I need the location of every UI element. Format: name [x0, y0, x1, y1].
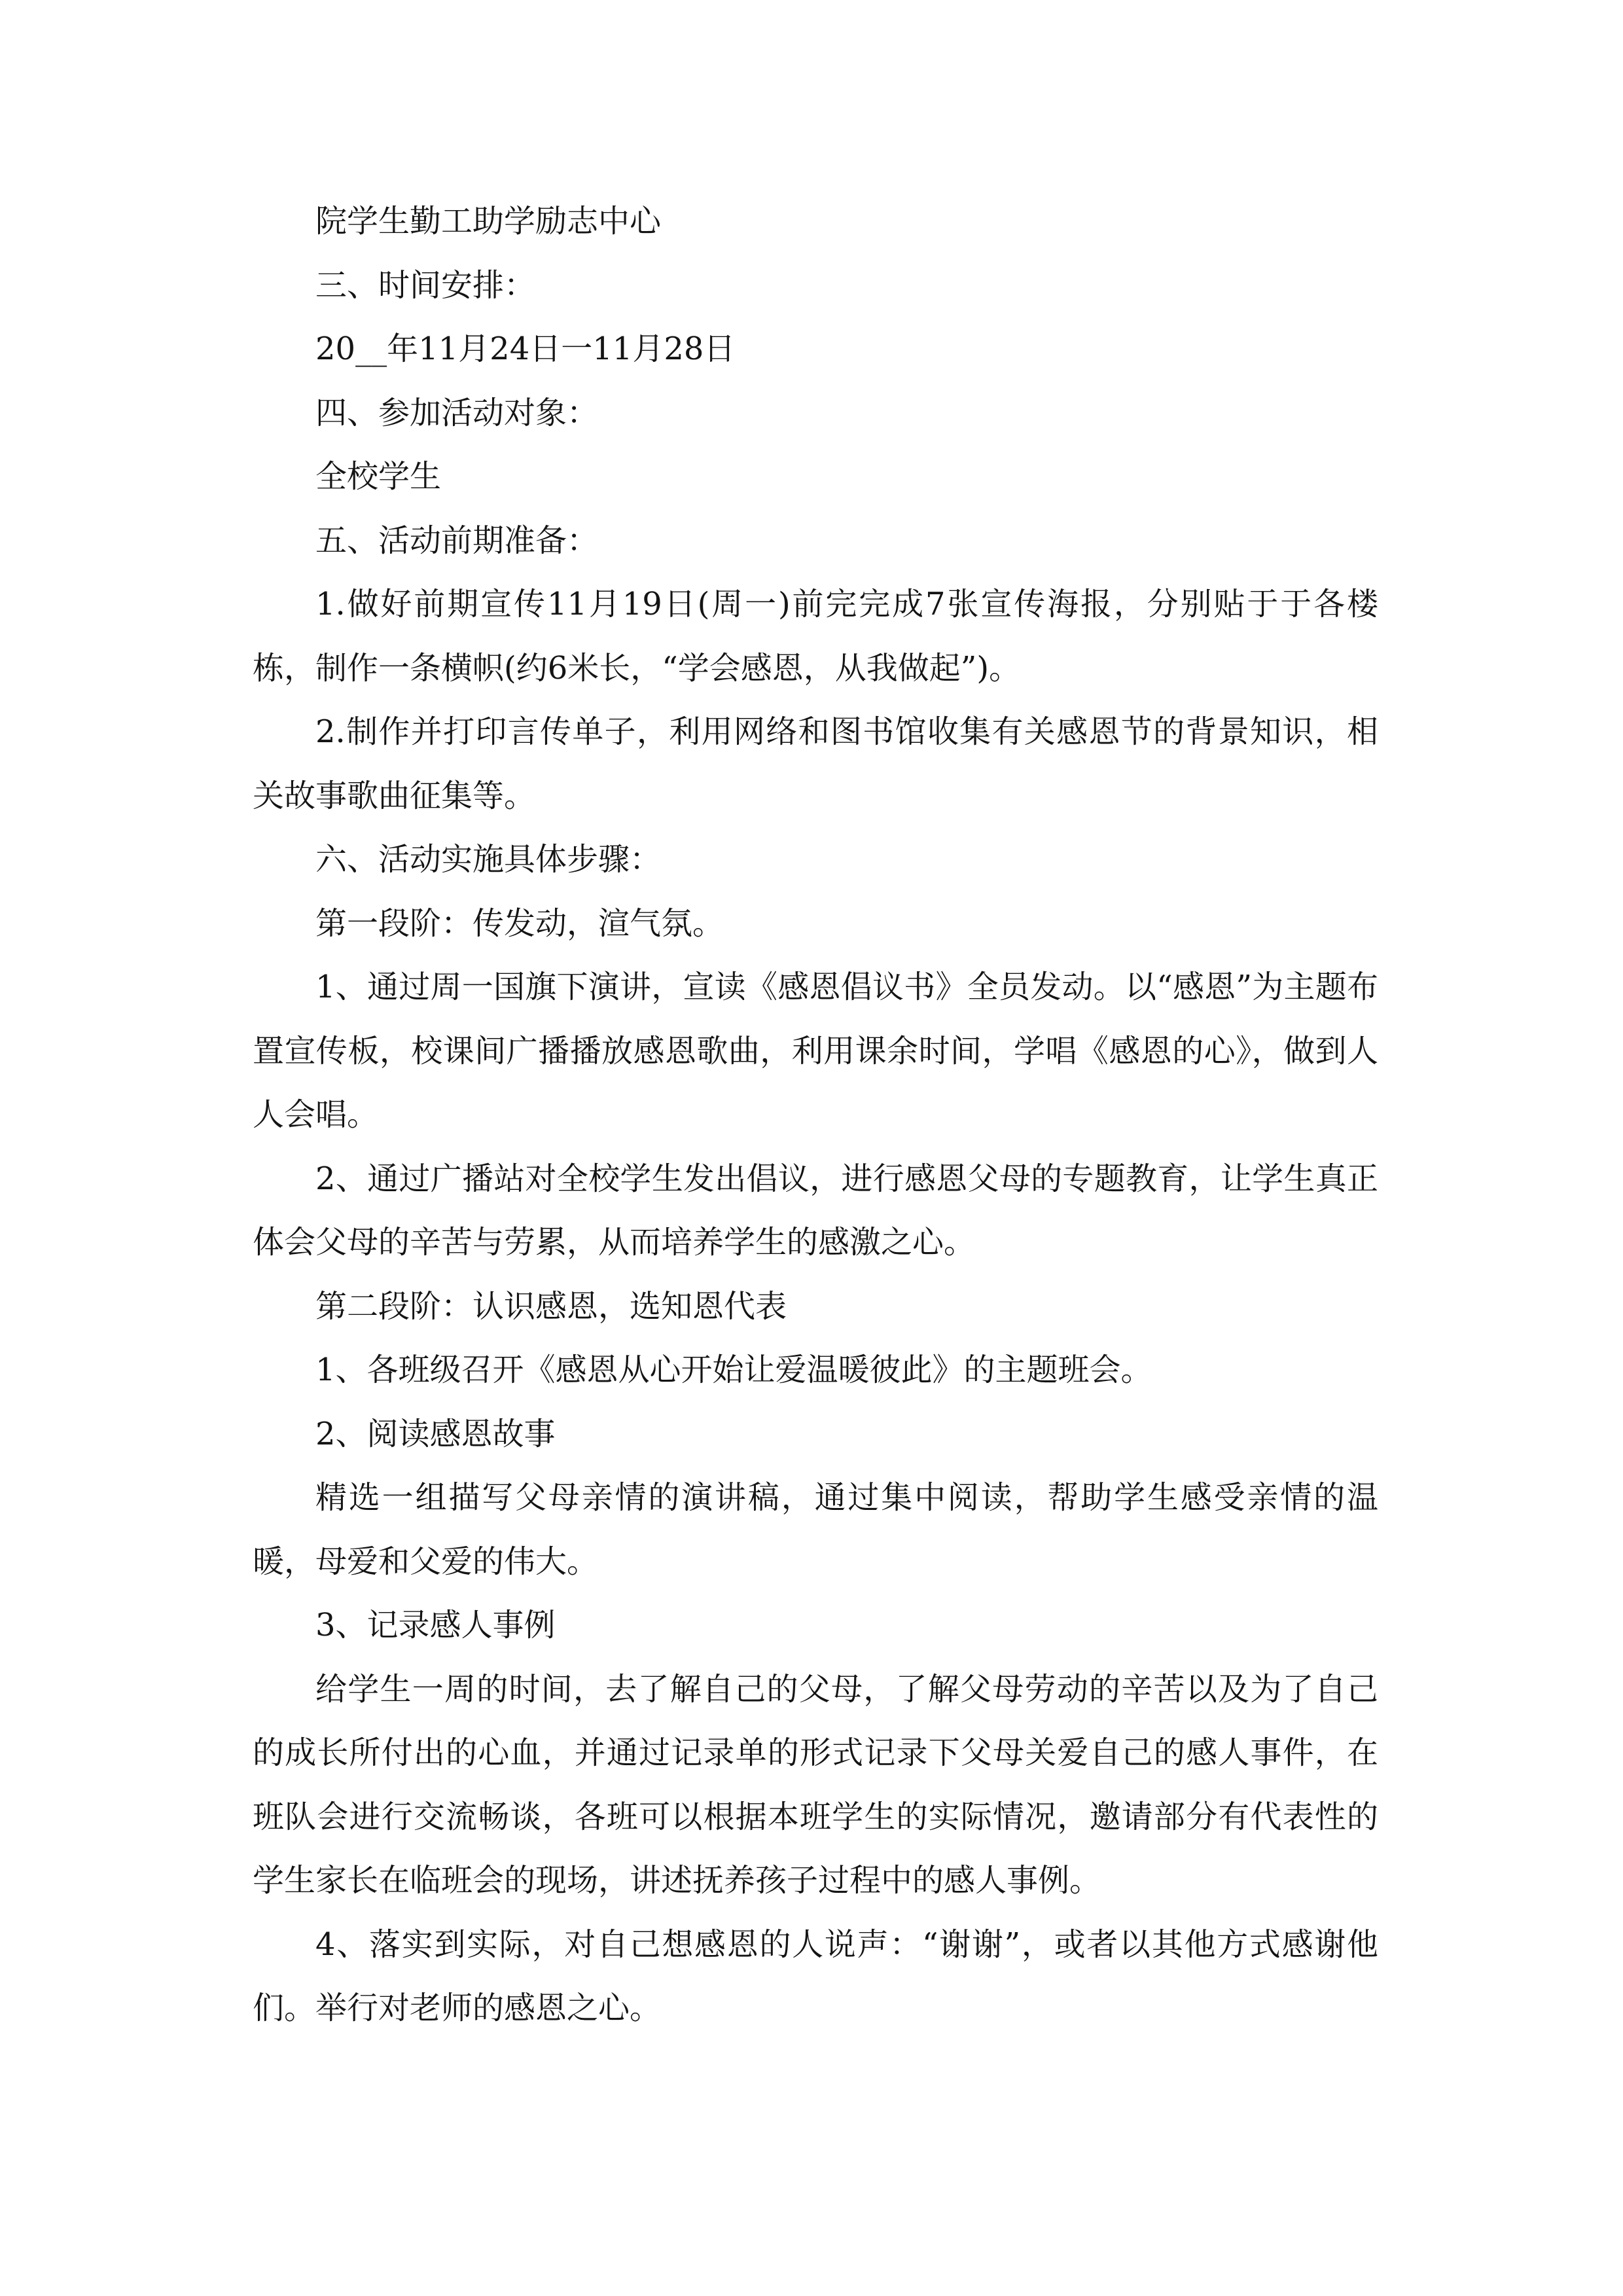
paragraph-organizer: 院学生勤工助学励志中心 [315, 203, 662, 240]
paragraph-prep-2: 2.制作并打印言传单子，利用网络和图书馆收集有关感恩节的背景知识，相关故事歌曲征集等。 [253, 713, 1378, 814]
paragraph-participants: 全校学生 [315, 458, 442, 495]
heading-participants: 四、参加活动对象： [315, 394, 599, 431]
paragraph-prep-1: 1.做好前期宣传11月19日(周一)前完完成7张宣传海报，分别贴于于各楼栋，制作一条横帜(约6米长，“学会感恩，从我做起”)。 [253, 586, 1378, 687]
paragraph-reading-detail: 精选一组描写父母亲情的演讲稿，通过集中阅读，帮助学生感受亲情的温暖，母爱和父爱的伟大。 [253, 1479, 1378, 1580]
paragraph-dates: 20__年11月24日一11月28日 [315, 331, 736, 367]
paragraph-stage-2-item-2: 2、阅读感恩故事 [315, 1415, 556, 1452]
heading-schedule: 三、时间安排： [315, 266, 536, 304]
heading-steps: 六、活动实施具体步骤： [315, 841, 662, 878]
subheading-stage-1: 第一段阶：传发动，渲气氛。 [315, 905, 724, 942]
heading-preparation: 五、活动前期准备： [315, 522, 599, 559]
document-body [253, 190, 1378, 2041]
paragraph-stage-2-item-3: 3、记录感人事例 [315, 1607, 556, 1643]
paragraph-stage-1-item-2: 2、通过广播站对全校学生发出倡议，进行感恩父母的专题教育，让学生真正体会父母的辛苦与劳累，从而培养学生的感激之心。 [253, 1160, 1378, 1261]
paragraph-stage-1-item-1: 1、通过周一国旗下演讲，宣读《感恩倡议书》全员发动。以“感恩”为主题布置宣传板，校课间广播播放感恩歌曲，利用课余时间，学唱《感恩的心》，做到人人会唱。 [253, 969, 1378, 1133]
paragraph-stage-2-item-1: 1、各班级召开《感恩从心开始让爱温暖彼此》的主题班会。 [315, 1352, 1152, 1388]
paragraph-record-detail: 给学生一周的时间，去了解自己的父母，了解父母劳动的辛苦以及为了自己的成长所付出的心血，并通过记录单的形式记录下父母关爱自己的感人事件，在班队会进行交流畅谈，各班可以根据本班学生的实际情况，邀请部分有代表性的学生家长在临班会的现场，讲述抚养孩子过程中的感人事例。 [253, 1670, 1378, 1899]
subheading-stage-2: 第二段阶：认识感恩，选知恩代表 [315, 1287, 787, 1325]
paragraph-stage-2-item-4: 4、落实到实际，对自己想感恩的人说声：“谢谢”，或者以其他方式感谢他们。举行对老师的感恩之心。 [253, 1926, 1378, 2026]
